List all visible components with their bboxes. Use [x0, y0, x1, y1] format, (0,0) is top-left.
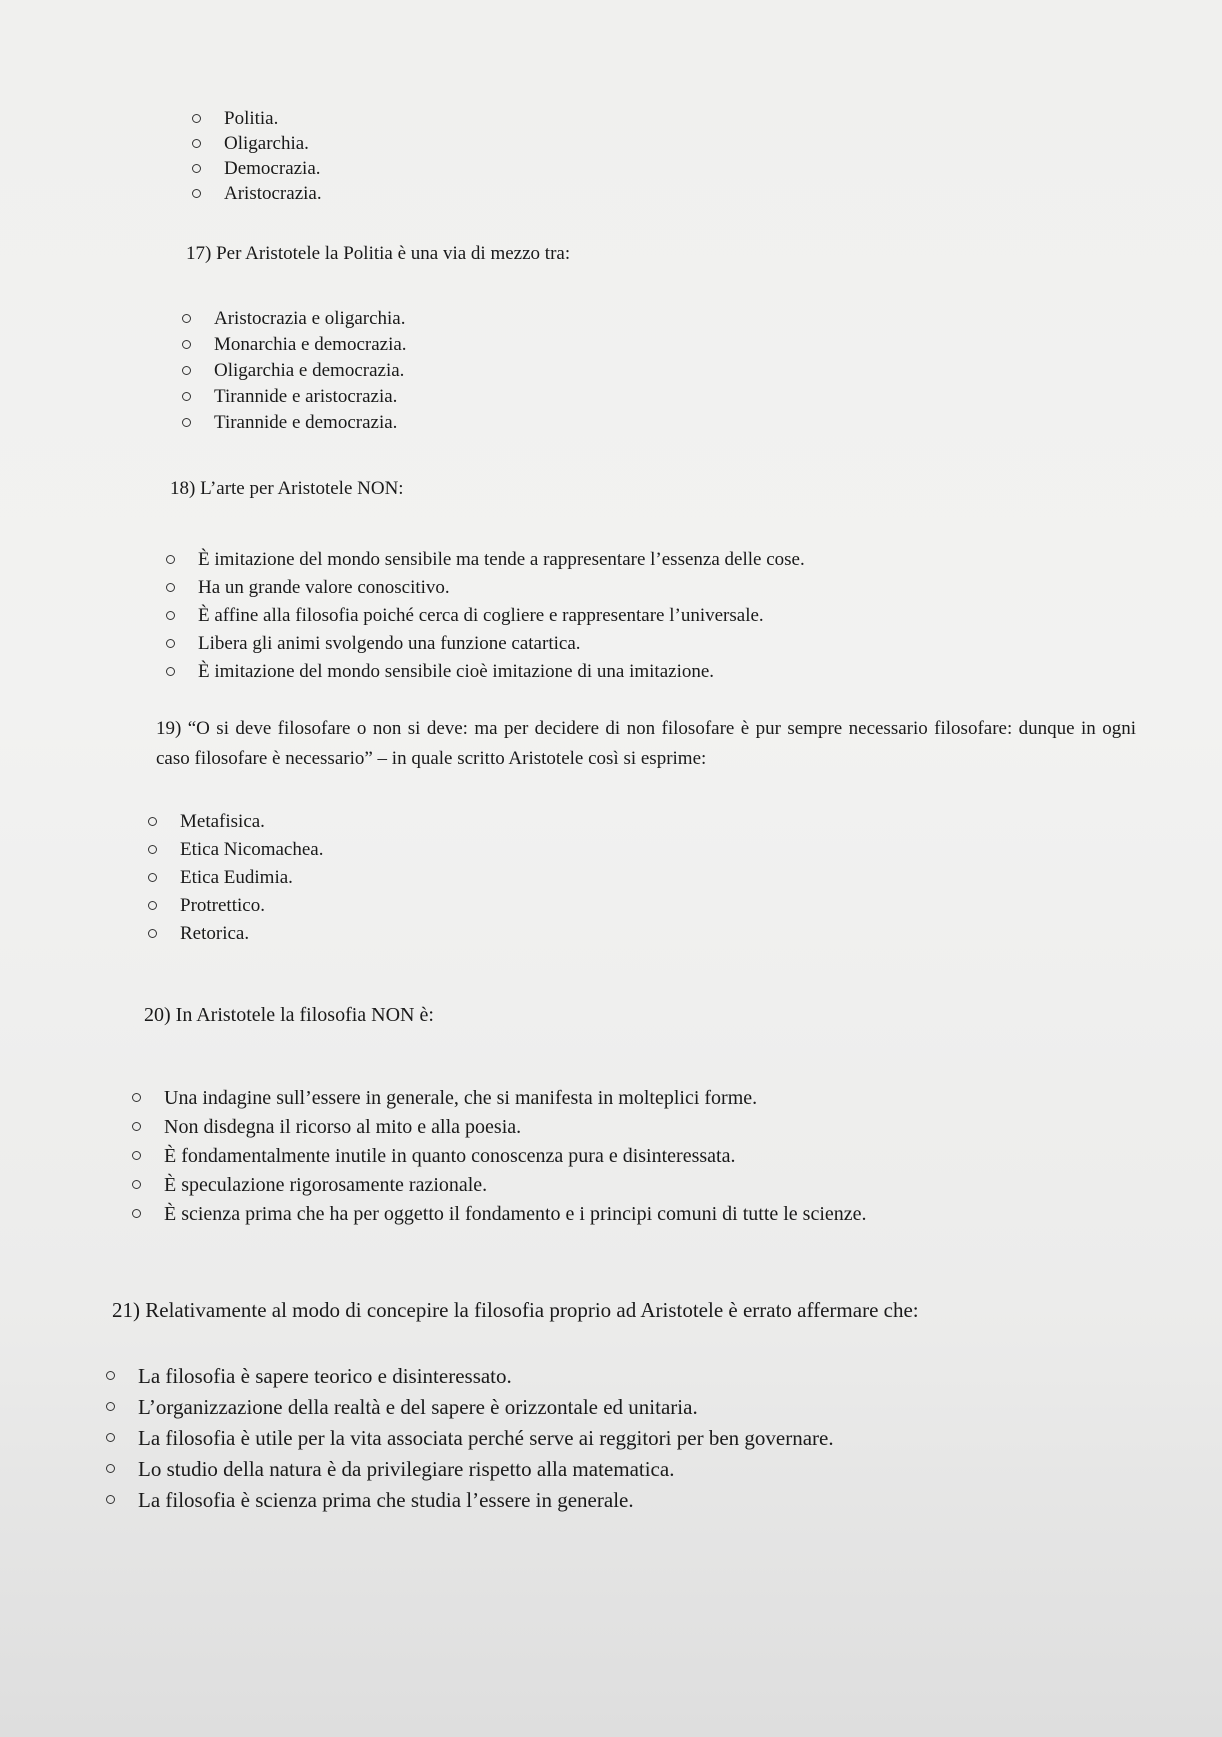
q19-question: 19) “O si deve filosofare o non si deve: ma per decidere di non filosofare è pur sempre necessario filosofare: dunque in ogni caso filosofare è necessario” – in quale scritto Aristotele così si esprime: [156, 718, 1136, 769]
radio-circle-icon [182, 340, 191, 349]
radio-circle-icon [166, 667, 175, 676]
q18-option-2[interactable]: Ha un grande valore conoscitivo. [166, 575, 1066, 603]
radio-circle-icon [166, 583, 175, 592]
radio-circle-icon [106, 1433, 115, 1442]
radio-circle-icon [182, 392, 191, 401]
q17-option-5[interactable]: Tirannide e democrazia. [182, 410, 782, 436]
radio-circle-icon [148, 817, 157, 826]
q17-option-4[interactable]: Tirannide e aristocrazia. [182, 384, 782, 410]
q21-option-2[interactable]: L’organizzazione della realtà e del sapere è orizzontale ed unitaria. [106, 1394, 1156, 1425]
q20-option-4[interactable]: È speculazione rigorosamente razionale. [132, 1172, 1132, 1201]
radio-circle-icon [106, 1402, 115, 1411]
q21-option-4[interactable]: Lo studio della natura è da privilegiare rispetto alla matematica. [106, 1456, 1156, 1487]
q17-option-3[interactable]: Oligarchia e democrazia. [182, 358, 782, 384]
q18-option-4[interactable]: Libera gli animi svolgendo una funzione catartica. [166, 631, 1066, 659]
q21-question: 21) Relativamente al modo di concepire la filosofia proprio ad Aristotele è errato affermare che: [112, 1298, 919, 1322]
radio-circle-icon [192, 114, 201, 123]
q19-option-5[interactable]: Retorica. [148, 921, 748, 949]
q18-option-1[interactable]: È imitazione del mondo sensibile ma tende a rappresentare l’essenza delle cose. [166, 547, 1066, 575]
radio-circle-icon [166, 555, 175, 564]
radio-circle-icon [106, 1495, 115, 1504]
radio-circle-icon [192, 189, 201, 198]
q21-option-5[interactable]: La filosofia è scienza prima che studia l’essere in generale. [106, 1487, 1156, 1518]
radio-circle-icon [132, 1151, 141, 1160]
q19-option-1[interactable]: Metafisica. [148, 809, 748, 837]
q17-options [182, 306, 782, 436]
q17-option-2[interactable]: Monarchia e democrazia. [182, 332, 782, 358]
q16-option-1[interactable]: Politia. [192, 106, 692, 131]
radio-circle-icon [182, 314, 191, 323]
q18-option-3[interactable]: È affine alla filosofia poiché cerca di cogliere e rappresentare l’universale. [166, 603, 1066, 631]
radio-circle-icon [106, 1464, 115, 1473]
q20-option-5[interactable]: È scienza prima che ha per oggetto il fondamento e i principi comuni di tutte le scienze. [132, 1201, 1132, 1230]
q17-question: 17) Per Aristotele la Politia è una via di mezzo tra: [186, 243, 571, 264]
q19-option-2[interactable]: Etica Nicomachea. [148, 837, 748, 865]
q18-question: 18) L’arte per Aristotele NON: [170, 478, 404, 499]
q21-option-1[interactable]: La filosofia è sapere teorico e disinteressato. [106, 1363, 1156, 1394]
radio-circle-icon [148, 901, 157, 910]
q21-options [106, 1363, 1156, 1518]
radio-circle-icon [192, 139, 201, 148]
radio-circle-icon [148, 929, 157, 938]
radio-circle-icon [106, 1371, 115, 1380]
q19-options [148, 809, 748, 949]
q20-question: 20) In Aristotele la filosofia NON è: [144, 1004, 434, 1026]
radio-circle-icon [148, 845, 157, 854]
q19-option-3[interactable]: Etica Eudimia. [148, 865, 748, 893]
q20-option-2[interactable]: Non disdegna il ricorso al mito e alla poesia. [132, 1114, 1132, 1143]
q16-options [192, 106, 692, 206]
radio-circle-icon [132, 1093, 141, 1102]
radio-circle-icon [192, 164, 201, 173]
q16-option-4[interactable]: Aristocrazia. [192, 181, 692, 206]
q20-options [132, 1085, 1132, 1230]
q17-option-1[interactable]: Aristocrazia e oligarchia. [182, 306, 782, 332]
radio-circle-icon [182, 418, 191, 427]
q20-option-1[interactable]: Una indagine sull’essere in generale, che si manifesta in molteplici forme. [132, 1085, 1132, 1114]
q21-option-3[interactable]: La filosofia è utile per la vita associata perché serve ai reggitori per ben governare. [106, 1425, 1156, 1456]
radio-circle-icon [182, 366, 191, 375]
radio-circle-icon [132, 1209, 141, 1218]
q20-option-3[interactable]: È fondamentalmente inutile in quanto conoscenza pura e disinteressata. [132, 1143, 1132, 1172]
radio-circle-icon [132, 1122, 141, 1131]
q18-option-5[interactable]: È imitazione del mondo sensibile cioè imitazione di una imitazione. [166, 659, 1066, 687]
q16-option-3[interactable]: Democrazia. [192, 156, 692, 181]
q16-option-2[interactable]: Oligarchia. [192, 131, 692, 156]
radio-circle-icon [166, 639, 175, 648]
radio-circle-icon [132, 1180, 141, 1189]
q18-options [166, 547, 1066, 687]
q19-option-4[interactable]: Protrettico. [148, 893, 748, 921]
radio-circle-icon [148, 873, 157, 882]
radio-circle-icon [166, 611, 175, 620]
